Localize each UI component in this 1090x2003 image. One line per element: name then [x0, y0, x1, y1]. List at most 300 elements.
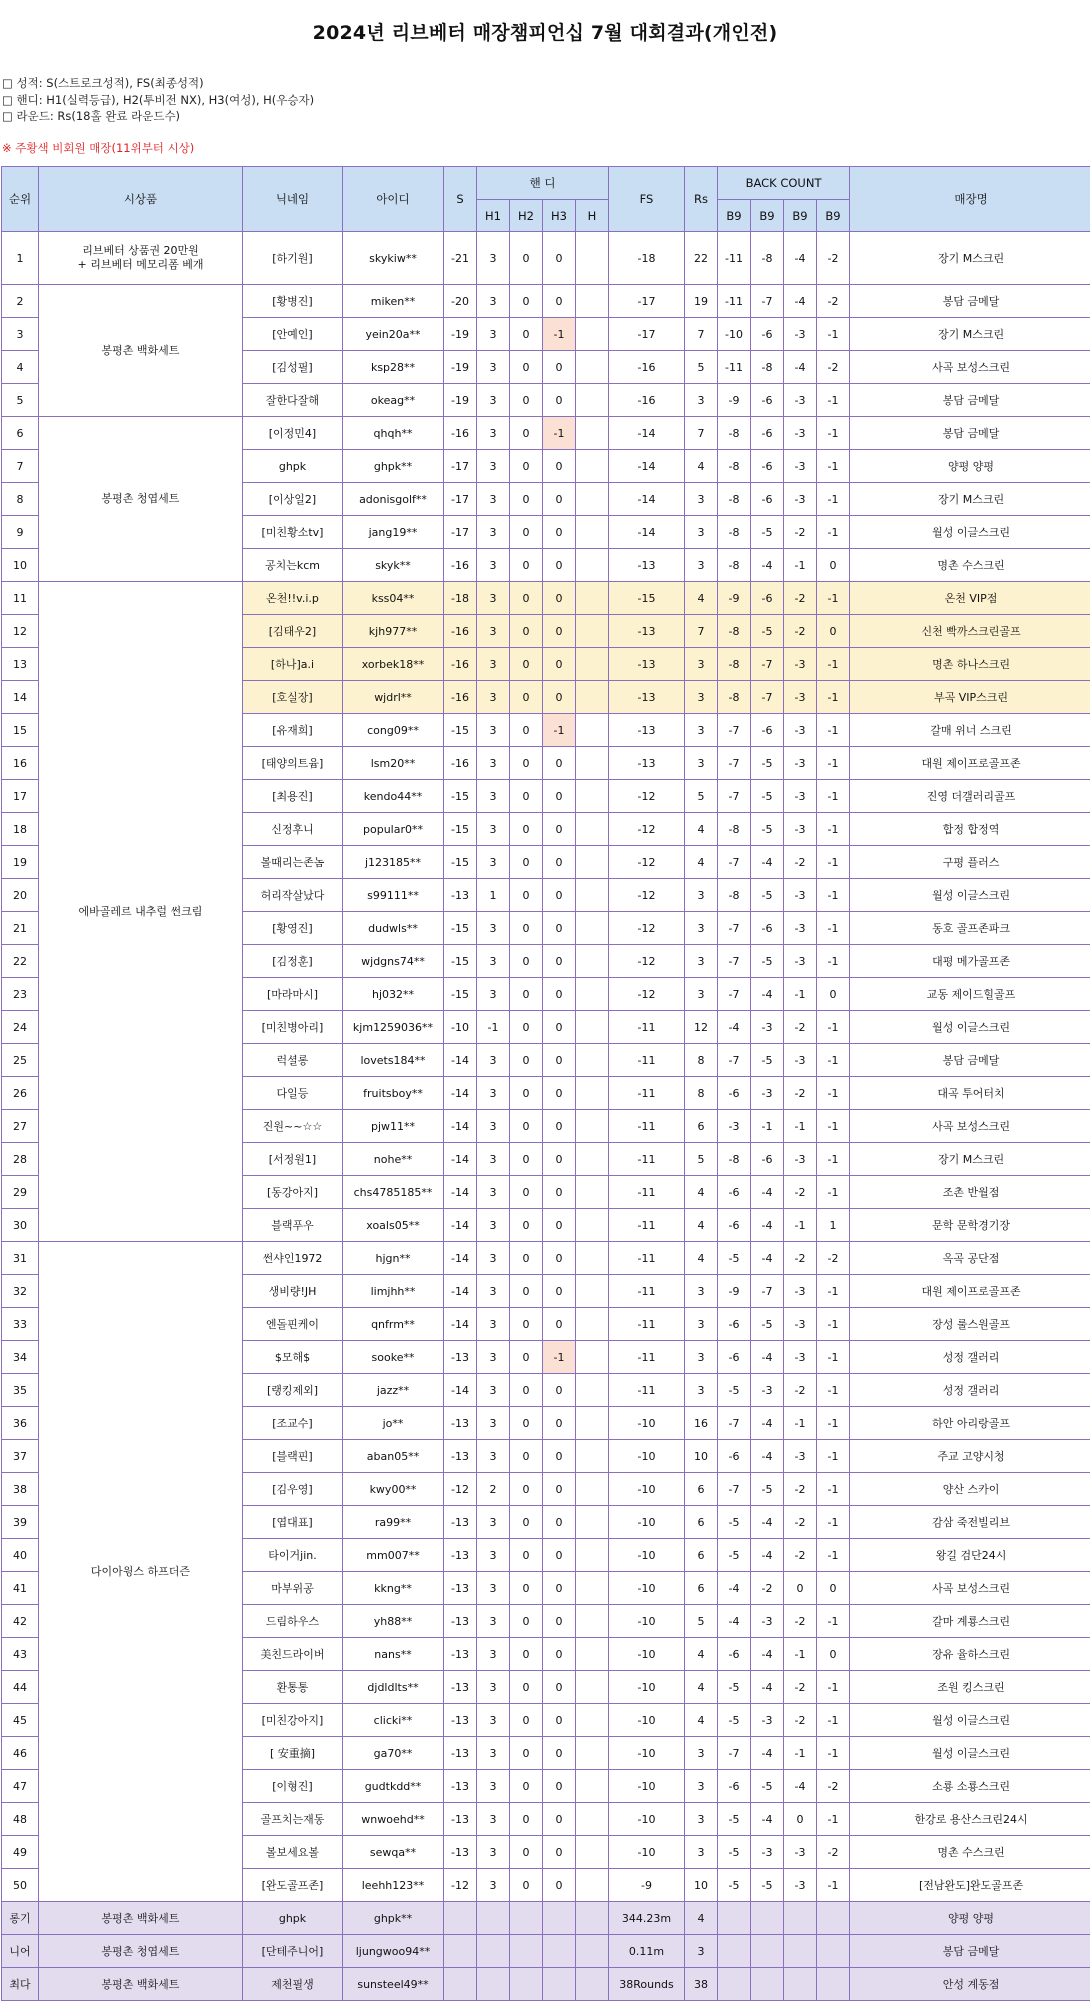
cell-b4: 0: [817, 978, 850, 1011]
cell-store: 월성 이글스크린: [850, 1011, 1090, 1044]
footer-empty-h3: [543, 1968, 576, 2001]
cell-h1: 3: [477, 846, 510, 879]
cell-b3: -3: [784, 1308, 817, 1341]
header-b9-4: B9: [817, 200, 850, 232]
cell-b1: -7: [718, 747, 751, 780]
footer-empty-h3: [543, 1935, 576, 1968]
cell-b3: -1: [784, 1737, 817, 1770]
cell-h2: 0: [510, 1407, 543, 1440]
cell-b2: -4: [751, 1440, 784, 1473]
cell-b1: -9: [718, 384, 751, 417]
cell-h3: 0: [543, 1737, 576, 1770]
cell-h1: 3: [477, 450, 510, 483]
footer-empty-b2: [751, 1902, 784, 1935]
cell-id: cong09**: [343, 714, 444, 747]
cell-fs: -13: [609, 648, 685, 681]
cell-b4: -1: [817, 582, 850, 615]
cell-h3: 0: [543, 912, 576, 945]
cell-nickname: 볼때리는존놈: [243, 846, 343, 879]
cell-nickname: $모해$: [243, 1341, 343, 1374]
cell-fs: -12: [609, 912, 685, 945]
cell-fs: -10: [609, 1440, 685, 1473]
cell-fs: -10: [609, 1506, 685, 1539]
cell-nickname: 골프치는재동: [243, 1803, 343, 1836]
cell-rs: 6: [685, 1473, 718, 1506]
cell-store: 주교 고양시청: [850, 1440, 1090, 1473]
footer-empty-b2: [751, 1968, 784, 2001]
cell-nickname: 볼보세요볼: [243, 1836, 343, 1869]
cell-store: 월성 이글스크린: [850, 1737, 1090, 1770]
cell-h1: 3: [477, 1275, 510, 1308]
cell-rs: 3: [685, 384, 718, 417]
header-h3: H3: [543, 200, 576, 232]
cell-id: skykiw**: [343, 232, 444, 285]
cell-b2: -7: [751, 681, 784, 714]
cell-b3: -1: [784, 1209, 817, 1242]
cell-b2: -6: [751, 582, 784, 615]
footer-empty-h2: [510, 1935, 543, 1968]
cell-h3: 0: [543, 879, 576, 912]
cell-rank: 48: [2, 1803, 39, 1836]
cell-fs: -13: [609, 549, 685, 582]
cell-h: [576, 1506, 609, 1539]
cell-nickname: ghpk: [243, 450, 343, 483]
cell-h1: 3: [477, 1110, 510, 1143]
cell-h3: 0: [543, 1506, 576, 1539]
cell-store: 양평 양평: [850, 450, 1090, 483]
cell-fs: -14: [609, 417, 685, 450]
cell-rank: 25: [2, 1044, 39, 1077]
cell-rs: 6: [685, 1506, 718, 1539]
cell-fs: -13: [609, 714, 685, 747]
cell-b4: -1: [817, 1440, 850, 1473]
cell-h: [576, 285, 609, 318]
cell-store: 동호 골프존파크: [850, 912, 1090, 945]
cell-h1: 3: [477, 1671, 510, 1704]
cell-fs: -12: [609, 846, 685, 879]
cell-b4: -1: [817, 912, 850, 945]
cell-h: [576, 1275, 609, 1308]
cell-id: kjh977**: [343, 615, 444, 648]
cell-id: leehh123**: [343, 1869, 444, 1902]
cell-s: -16: [444, 681, 477, 714]
cell-h: [576, 1638, 609, 1671]
cell-nickname: [호실장]: [243, 681, 343, 714]
cell-b1: -6: [718, 1209, 751, 1242]
cell-s: -14: [444, 1143, 477, 1176]
footer-prize: 봉평촌 백화세트: [39, 1968, 243, 2001]
cell-id: fruitsboy**: [343, 1077, 444, 1110]
cell-h1: 3: [477, 1143, 510, 1176]
cell-b3: -2: [784, 1671, 817, 1704]
cell-b2: -5: [751, 1770, 784, 1803]
cell-h2: 0: [510, 582, 543, 615]
cell-b1: -5: [718, 1869, 751, 1902]
cell-id: mm007**: [343, 1539, 444, 1572]
cell-h3: 0: [543, 1671, 576, 1704]
cell-h: [576, 417, 609, 450]
cell-h3: 0: [543, 1077, 576, 1110]
footer-empty-h: [576, 1902, 609, 1935]
cell-nickname: 진원~~☆☆: [243, 1110, 343, 1143]
cell-b3: -4: [784, 232, 817, 285]
cell-h1: 3: [477, 747, 510, 780]
cell-s: -17: [444, 516, 477, 549]
cell-b3: -3: [784, 912, 817, 945]
cell-b2: -6: [751, 450, 784, 483]
cell-s: -18: [444, 582, 477, 615]
cell-b2: -5: [751, 1473, 784, 1506]
cell-h1: 3: [477, 351, 510, 384]
cell-h: [576, 483, 609, 516]
cell-h2: 0: [510, 450, 543, 483]
cell-b3: -3: [784, 747, 817, 780]
cell-store: 봉담 금메달: [850, 417, 1090, 450]
cell-h: [576, 681, 609, 714]
cell-id: yh88**: [343, 1605, 444, 1638]
cell-nickname: 생비량!JH: [243, 1275, 343, 1308]
cell-h1: 3: [477, 1506, 510, 1539]
cell-store: 양산 스카이: [850, 1473, 1090, 1506]
cell-h3: 0: [543, 1704, 576, 1737]
cell-id: ghpk**: [343, 450, 444, 483]
cell-rs: 3: [685, 945, 718, 978]
cell-h2: 0: [510, 879, 543, 912]
cell-h: [576, 1209, 609, 1242]
cell-h3: 0: [543, 1176, 576, 1209]
cell-s: -14: [444, 1110, 477, 1143]
cell-rs: 5: [685, 780, 718, 813]
cell-b3: -1: [784, 1638, 817, 1671]
cell-b1: -4: [718, 1605, 751, 1638]
cell-fs: -11: [609, 1341, 685, 1374]
cell-b2: -4: [751, 1176, 784, 1209]
cell-rs: 16: [685, 1407, 718, 1440]
cell-b1: -7: [718, 978, 751, 1011]
footer-empty-b3: [784, 1902, 817, 1935]
cell-store: 조촌 반월점: [850, 1176, 1090, 1209]
cell-h2: 0: [510, 1110, 543, 1143]
cell-h1: 3: [477, 1803, 510, 1836]
cell-nickname: 블랙푸우: [243, 1209, 343, 1242]
cell-fs: -17: [609, 285, 685, 318]
cell-h1: 3: [477, 1638, 510, 1671]
cell-b2: -4: [751, 1638, 784, 1671]
cell-b2: -3: [751, 1605, 784, 1638]
cell-rs: 4: [685, 1671, 718, 1704]
cell-h2: 0: [510, 1737, 543, 1770]
cell-b4: -1: [817, 1539, 850, 1572]
legend-rounds: □ 라운드: Rs(18홀 완료 라운드수): [2, 109, 181, 123]
cell-rs: 5: [685, 1143, 718, 1176]
cell-rs: 6: [685, 1572, 718, 1605]
cell-h: [576, 1440, 609, 1473]
cell-b1: -8: [718, 417, 751, 450]
cell-rank: 42: [2, 1605, 39, 1638]
cell-rs: 8: [685, 1077, 718, 1110]
cell-rank: 33: [2, 1308, 39, 1341]
cell-b2: -4: [751, 1506, 784, 1539]
cell-b4: 0: [817, 549, 850, 582]
cell-s: -14: [444, 1308, 477, 1341]
footer-empty-h: [576, 1968, 609, 2001]
cell-h1: 1: [477, 879, 510, 912]
cell-h3: 0: [543, 1770, 576, 1803]
cell-h: [576, 351, 609, 384]
cell-h1: 3: [477, 285, 510, 318]
cell-rs: 4: [685, 1704, 718, 1737]
footer-prize: 봉평촌 백화세트: [39, 1902, 243, 1935]
cell-store: 명촌 수스크린: [850, 1836, 1090, 1869]
cell-fs: -15: [609, 582, 685, 615]
cell-b3: -3: [784, 1869, 817, 1902]
cell-s: -13: [444, 1341, 477, 1374]
cell-h3: 0: [543, 1572, 576, 1605]
cell-h3: 0: [543, 1539, 576, 1572]
cell-h: [576, 615, 609, 648]
footer-row: [2, 1968, 1090, 2001]
cell-h2: 0: [510, 1143, 543, 1176]
cell-h: [576, 1704, 609, 1737]
cell-store: 봉담 금메달: [850, 384, 1090, 417]
cell-s: -13: [444, 1737, 477, 1770]
footer-rs: 38: [685, 1968, 718, 2001]
cell-nickname: [블랙핀]: [243, 1440, 343, 1473]
cell-h: [576, 1671, 609, 1704]
cell-h1: 3: [477, 417, 510, 450]
cell-rank: 49: [2, 1836, 39, 1869]
cell-b3: -3: [784, 945, 817, 978]
cell-b4: 1: [817, 1209, 850, 1242]
cell-b3: -3: [784, 1044, 817, 1077]
cell-b3: -2: [784, 846, 817, 879]
cell-b1: -7: [718, 945, 751, 978]
cell-fs: -14: [609, 483, 685, 516]
cell-b4: -2: [817, 351, 850, 384]
cell-b3: -3: [784, 1275, 817, 1308]
cell-rank: 45: [2, 1704, 39, 1737]
cell-nickname: [황영진]: [243, 912, 343, 945]
cell-b4: -1: [817, 681, 850, 714]
cell-b3: -3: [784, 318, 817, 351]
cell-h2: 0: [510, 1869, 543, 1902]
cell-b2: -4: [751, 1242, 784, 1275]
footer-empty-b1: [718, 1935, 751, 1968]
cell-h3: 0: [543, 516, 576, 549]
cell-b1: -8: [718, 681, 751, 714]
cell-s: -12: [444, 1869, 477, 1902]
cell-id: kwy00**: [343, 1473, 444, 1506]
cell-b1: -6: [718, 1770, 751, 1803]
cell-store: 명촌 하나스크린: [850, 648, 1090, 681]
cell-s: -16: [444, 747, 477, 780]
cell-h3: 0: [543, 813, 576, 846]
cell-s: -13: [444, 1407, 477, 1440]
cell-fs: -10: [609, 1572, 685, 1605]
cell-b4: -1: [817, 879, 850, 912]
cell-nickname: [랭킹제외]: [243, 1374, 343, 1407]
cell-b4: -1: [817, 318, 850, 351]
cell-b4: -1: [817, 1110, 850, 1143]
cell-rs: 3: [685, 978, 718, 1011]
cell-b2: -8: [751, 232, 784, 285]
cell-rs: 6: [685, 1539, 718, 1572]
cell-s: -14: [444, 1242, 477, 1275]
cell-rs: 4: [685, 813, 718, 846]
cell-rank: 14: [2, 681, 39, 714]
cell-b1: -8: [718, 516, 751, 549]
cell-h: [576, 1407, 609, 1440]
cell-b3: -2: [784, 1011, 817, 1044]
cell-store: 진영 더갤러리골프: [850, 780, 1090, 813]
cell-rank: 12: [2, 615, 39, 648]
cell-h2: 0: [510, 615, 543, 648]
cell-fs: -12: [609, 780, 685, 813]
cell-id: j123185**: [343, 846, 444, 879]
cell-h3: 0: [543, 1869, 576, 1902]
cell-h2: 0: [510, 1473, 543, 1506]
cell-store: 월성 이글스크린: [850, 1704, 1090, 1737]
cell-nickname: 신정후니: [243, 813, 343, 846]
cell-store: 사곡 보성스크린: [850, 351, 1090, 384]
cell-b2: -5: [751, 945, 784, 978]
cell-rank: 7: [2, 450, 39, 483]
cell-h1: 3: [477, 780, 510, 813]
cell-id: lovets184**: [343, 1044, 444, 1077]
cell-fs: -10: [609, 1803, 685, 1836]
cell-b2: -3: [751, 1704, 784, 1737]
cell-rank: 36: [2, 1407, 39, 1440]
cell-nickname: [최용진]: [243, 780, 343, 813]
footer-empty-b1: [718, 1902, 751, 1935]
cell-rank: 19: [2, 846, 39, 879]
cell-h: [576, 1737, 609, 1770]
cell-b3: -1: [784, 1110, 817, 1143]
cell-id: okeag**: [343, 384, 444, 417]
cell-b2: -5: [751, 1308, 784, 1341]
cell-b2: -7: [751, 648, 784, 681]
cell-fs: -10: [609, 1836, 685, 1869]
cell-id: clicki**: [343, 1704, 444, 1737]
cell-nickname: 럭셜롱: [243, 1044, 343, 1077]
cell-b2: -4: [751, 978, 784, 1011]
cell-h3: 0: [543, 1374, 576, 1407]
cell-rs: 3: [685, 1737, 718, 1770]
cell-store: 신천 빡까스크린골프: [850, 615, 1090, 648]
cell-s: -12: [444, 1473, 477, 1506]
cell-id: xorbek18**: [343, 648, 444, 681]
cell-b4: -1: [817, 1506, 850, 1539]
cell-nickname: 타이거jin.: [243, 1539, 343, 1572]
cell-b2: -5: [751, 813, 784, 846]
cell-rank: 30: [2, 1209, 39, 1242]
cell-store: 장기 M스크린: [850, 318, 1090, 351]
footer-fs: 344.23m: [609, 1902, 685, 1935]
cell-nickname: 공치는kcm: [243, 549, 343, 582]
cell-rs: 3: [685, 1836, 718, 1869]
cell-h2: 0: [510, 1506, 543, 1539]
cell-b4: -1: [817, 714, 850, 747]
cell-nickname: [김우영]: [243, 1473, 343, 1506]
cell-s: -15: [444, 780, 477, 813]
header-rs: Rs: [685, 167, 718, 232]
cell-rs: 4: [685, 1209, 718, 1242]
cell-h1: 3: [477, 1440, 510, 1473]
cell-b3: -1: [784, 1407, 817, 1440]
cell-h3: 0: [543, 1044, 576, 1077]
cell-h: [576, 1803, 609, 1836]
cell-rank: 5: [2, 384, 39, 417]
header-h2: H2: [510, 200, 543, 232]
results-body: [2, 232, 1090, 2001]
cell-nickname: [마라마시]: [243, 978, 343, 1011]
cell-s: -14: [444, 1176, 477, 1209]
cell-store: 대원 제이프로골프존: [850, 747, 1090, 780]
cell-rank: 10: [2, 549, 39, 582]
cell-id: wjdgns74**: [343, 945, 444, 978]
cell-h1: 3: [477, 648, 510, 681]
cell-rank: 38: [2, 1473, 39, 1506]
cell-rank: 43: [2, 1638, 39, 1671]
cell-id: kjm1259036**: [343, 1011, 444, 1044]
cell-h1: 3: [477, 1770, 510, 1803]
cell-b4: -1: [817, 1671, 850, 1704]
cell-store: 성정 갤러리: [850, 1341, 1090, 1374]
cell-b1: -11: [718, 351, 751, 384]
cell-h: [576, 1176, 609, 1209]
table-row: [2, 1242, 1090, 1275]
cell-store: 사곡 보성스크린: [850, 1572, 1090, 1605]
cell-fs: -10: [609, 1539, 685, 1572]
cell-store: 감삼 죽전빌리브: [850, 1506, 1090, 1539]
cell-b3: -3: [784, 813, 817, 846]
cell-h2: 0: [510, 1671, 543, 1704]
cell-h1: 3: [477, 912, 510, 945]
cell-b3: -2: [784, 1473, 817, 1506]
cell-store: 장기 M스크린: [850, 232, 1090, 285]
cell-h: [576, 1341, 609, 1374]
cell-b1: -3: [718, 1110, 751, 1143]
cell-store: 장기 M스크린: [850, 483, 1090, 516]
cell-rank: 9: [2, 516, 39, 549]
cell-s: -13: [444, 1704, 477, 1737]
cell-fs: -11: [609, 1110, 685, 1143]
footer-fs: 38Rounds: [609, 1968, 685, 2001]
cell-id: lsm20**: [343, 747, 444, 780]
cell-rank: 47: [2, 1770, 39, 1803]
cell-id: yein20a**: [343, 318, 444, 351]
cell-b2: -1: [751, 1110, 784, 1143]
cell-b2: -5: [751, 516, 784, 549]
footer-user-id: sunsteel49**: [343, 1968, 444, 2001]
cell-b4: -1: [817, 1044, 850, 1077]
cell-b3: -3: [784, 1143, 817, 1176]
cell-rank: 50: [2, 1869, 39, 1902]
cell-s: -13: [444, 879, 477, 912]
cell-s: -16: [444, 615, 477, 648]
cell-s: -15: [444, 714, 477, 747]
cell-b1: -5: [718, 1506, 751, 1539]
cell-b1: -7: [718, 1044, 751, 1077]
cell-b3: -3: [784, 714, 817, 747]
results-table: [1, 166, 1090, 2001]
cell-h3: 0: [543, 978, 576, 1011]
cell-b3: -2: [784, 1077, 817, 1110]
header-s: S: [444, 167, 477, 232]
cell-b1: -6: [718, 1077, 751, 1110]
cell-b2: -5: [751, 879, 784, 912]
header-h1: H1: [477, 200, 510, 232]
